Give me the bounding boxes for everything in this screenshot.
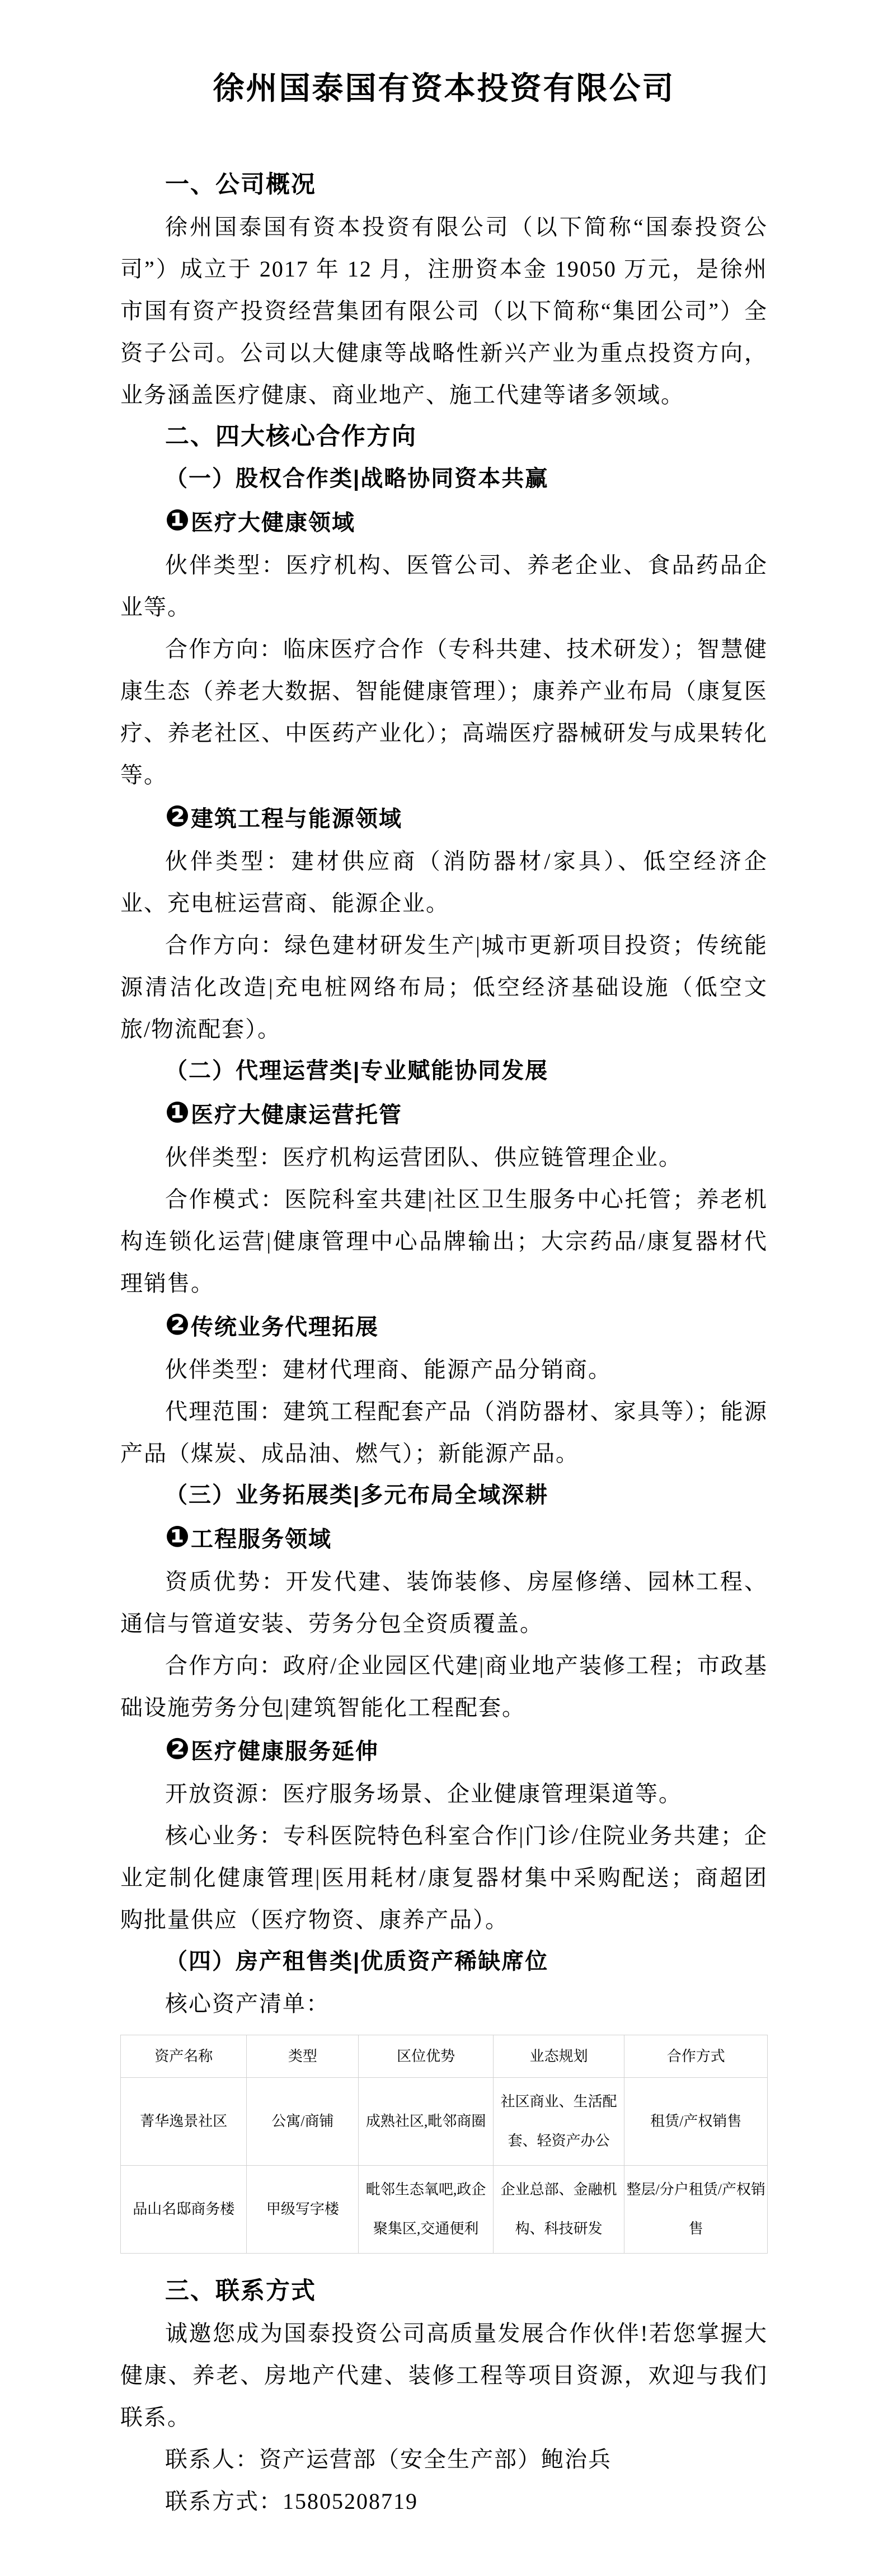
paragraph-overview: 徐州国泰国有资本投资有限公司（以下简称“国泰投资公司”）成立于 2017 年 12 月，注册资本金 19050 万元，是徐州市国有资产投资经营集团有限公司（以下简称“集团公司”）全资子公司。公司以大健康等战略性新兴产业为重点投资方向，业务涵盖医疗健康、商业地产、施工代建等诸多领域。 xyxy=(120,214,768,408)
section-heading-directions: 二、四大核心合作方向 xyxy=(165,423,417,450)
section-heading-contact: 三、联系方式 xyxy=(165,2278,316,2305)
paragraph-contact-phone: 联系方式：15805208719 xyxy=(165,2489,418,2514)
cell-business-planning: 社区商业、生活配套、轻资产办公 xyxy=(493,2078,624,2166)
item-heading-traditional-agency xyxy=(120,1304,768,1348)
paragraph: 核心业务：专科医院特色科室合作|门诊/住院业务共建；企业定制化健康管理|医用耗材/康复器材集中采购配送；商超团购批量供应（医疗物资、康养产品）。 xyxy=(120,1823,768,1932)
paragraph: 代理范围：建筑工程配套产品（消防器材、家具等）；能源产品（煤炭、成品油、燃气）；新能源产品。 xyxy=(120,1399,768,1466)
paragraph: 合作模式：医院科室共建|社区卫生服务中心托管；养老机构连锁化运营|健康管理中心品牌输出；大宗药品/康复器材代理销售。 xyxy=(120,1187,768,1296)
table-header-business-planning: 业态规划 xyxy=(493,2035,624,2078)
table-row xyxy=(121,2078,768,2166)
circled-one-marker: ❶ xyxy=(165,1521,191,1553)
cell-location-advantage: 成熟社区,毗邻商圈 xyxy=(359,2078,493,2166)
circled-two-marker: ❷ xyxy=(165,1733,191,1765)
paragraph-contact-invitation: 诚邀您成为国泰投资公司高质量发展合作伙伴!若您掌握大健康、养老、房地产代建、装修工程等项目资源，欢迎与我们联系。 xyxy=(120,2321,768,2430)
item-heading-label: 医疗健康服务延伸 xyxy=(191,1739,379,1764)
item-heading-label: 传统业务代理拓展 xyxy=(191,1315,379,1339)
table-header-row xyxy=(121,2035,768,2078)
paragraph: 伙伴类型：医疗机构运营团队、供应链管理企业。 xyxy=(165,1145,682,1170)
paragraph-asset-list-intro: 核心资产清单： xyxy=(165,1991,330,2016)
item-heading-label: 建筑工程与能源领域 xyxy=(191,807,403,831)
cell-business-planning: 企业总部、金融机构、科技研发 xyxy=(493,2166,624,2254)
circled-two-marker: ❷ xyxy=(165,800,191,833)
paragraph: 伙伴类型：医疗机构、医管公司、养老企业、食品药品企业等。 xyxy=(120,552,768,620)
group-heading-agency-operation: （二）代理运营类|专业赋能协同发展 xyxy=(165,1058,549,1083)
asset-table xyxy=(120,2035,768,2254)
circled-one-marker: ❶ xyxy=(165,504,191,537)
cell-type: 甲级写字楼 xyxy=(247,2166,359,2254)
item-heading-medical-trusteeship xyxy=(120,1092,768,1136)
item-heading-construction-energy xyxy=(120,796,768,840)
cell-location-advantage: 毗邻生态氧吧,政企聚集区,交通便利 xyxy=(359,2166,493,2254)
table-header-asset-name: 资产名称 xyxy=(121,2035,247,2078)
paragraph-contact-person: 联系人：资产运营部（安全生产部）鲍治兵 xyxy=(165,2447,612,2472)
cell-cooperation-mode: 整层/分户租赁/产权销售 xyxy=(624,2166,768,2254)
item-heading-label: 医疗大健康运营托管 xyxy=(191,1103,403,1127)
paragraph: 合作方向：绿色建材研发生产|城市更新项目投资；传统能源清洁化改造|充电桩网络布局；低空经济基础设施（低空文旅/物流配套）。 xyxy=(120,933,768,1042)
cell-asset-name: 品山名邸商务楼 xyxy=(121,2166,247,2254)
group-heading-property-leasing: （四）房产租售类|优质资产稀缺席位 xyxy=(165,1949,549,1974)
paragraph: 合作方向：政府/企业园区代建|商业地产装修工程；市政基础设施劳务分包|建筑智能化工程配套。 xyxy=(120,1653,768,1720)
item-heading-label: 医疗大健康领域 xyxy=(191,510,356,535)
paragraph: 伙伴类型：建材代理商、能源产品分销商。 xyxy=(165,1357,612,1382)
circled-one-marker: ❶ xyxy=(165,1097,191,1129)
paragraph: 合作方向：临床医疗合作（专科共建、技术研发）；智慧健康生态（养老大数据、智能健康管理）；康养产业布局（康复医疗、养老社区、中医药产业化）；高端医疗器械研发与成果转化等。 xyxy=(120,636,768,788)
cell-type: 公寓/商铺 xyxy=(247,2078,359,2166)
table-row xyxy=(121,2166,768,2254)
cell-cooperation-mode: 租赁/产权销售 xyxy=(624,2078,768,2166)
cell-asset-name: 菁华逸景社区 xyxy=(121,2078,247,2166)
item-heading-label: 工程服务领域 xyxy=(191,1527,332,1552)
table-header-type: 类型 xyxy=(247,2035,359,2078)
group-heading-business-expansion: （三）业务拓展类|多元布局全域深耕 xyxy=(165,1483,549,1507)
circled-two-marker: ❷ xyxy=(165,1309,191,1341)
document-title: 徐州国泰国有资本投资有限公司 xyxy=(213,71,675,106)
paragraph: 开放资源：医疗服务场景、企业健康管理渠道等。 xyxy=(165,1781,682,1806)
section-heading-overview: 一、公司概况 xyxy=(165,171,316,198)
paragraph: 资质优势：开发代建、装饰装修、房屋修缮、园林工程、通信与管道安装、劳务分包全资质覆盖。 xyxy=(120,1569,768,1636)
item-heading-medical-health xyxy=(120,500,768,544)
item-heading-medical-service-extension xyxy=(120,1729,768,1773)
paragraph: 伙伴类型：建材供应商（消防器材/家具）、低空经济企业、充电桩运营商、能源企业。 xyxy=(120,849,768,916)
table-header-location-advantage: 区位优势 xyxy=(359,2035,493,2078)
group-heading-equity: （一）股权合作类|战略协同资本共赢 xyxy=(165,466,549,491)
item-heading-engineering-service xyxy=(120,1516,768,1561)
table-header-cooperation-mode: 合作方式 xyxy=(624,2035,768,2078)
